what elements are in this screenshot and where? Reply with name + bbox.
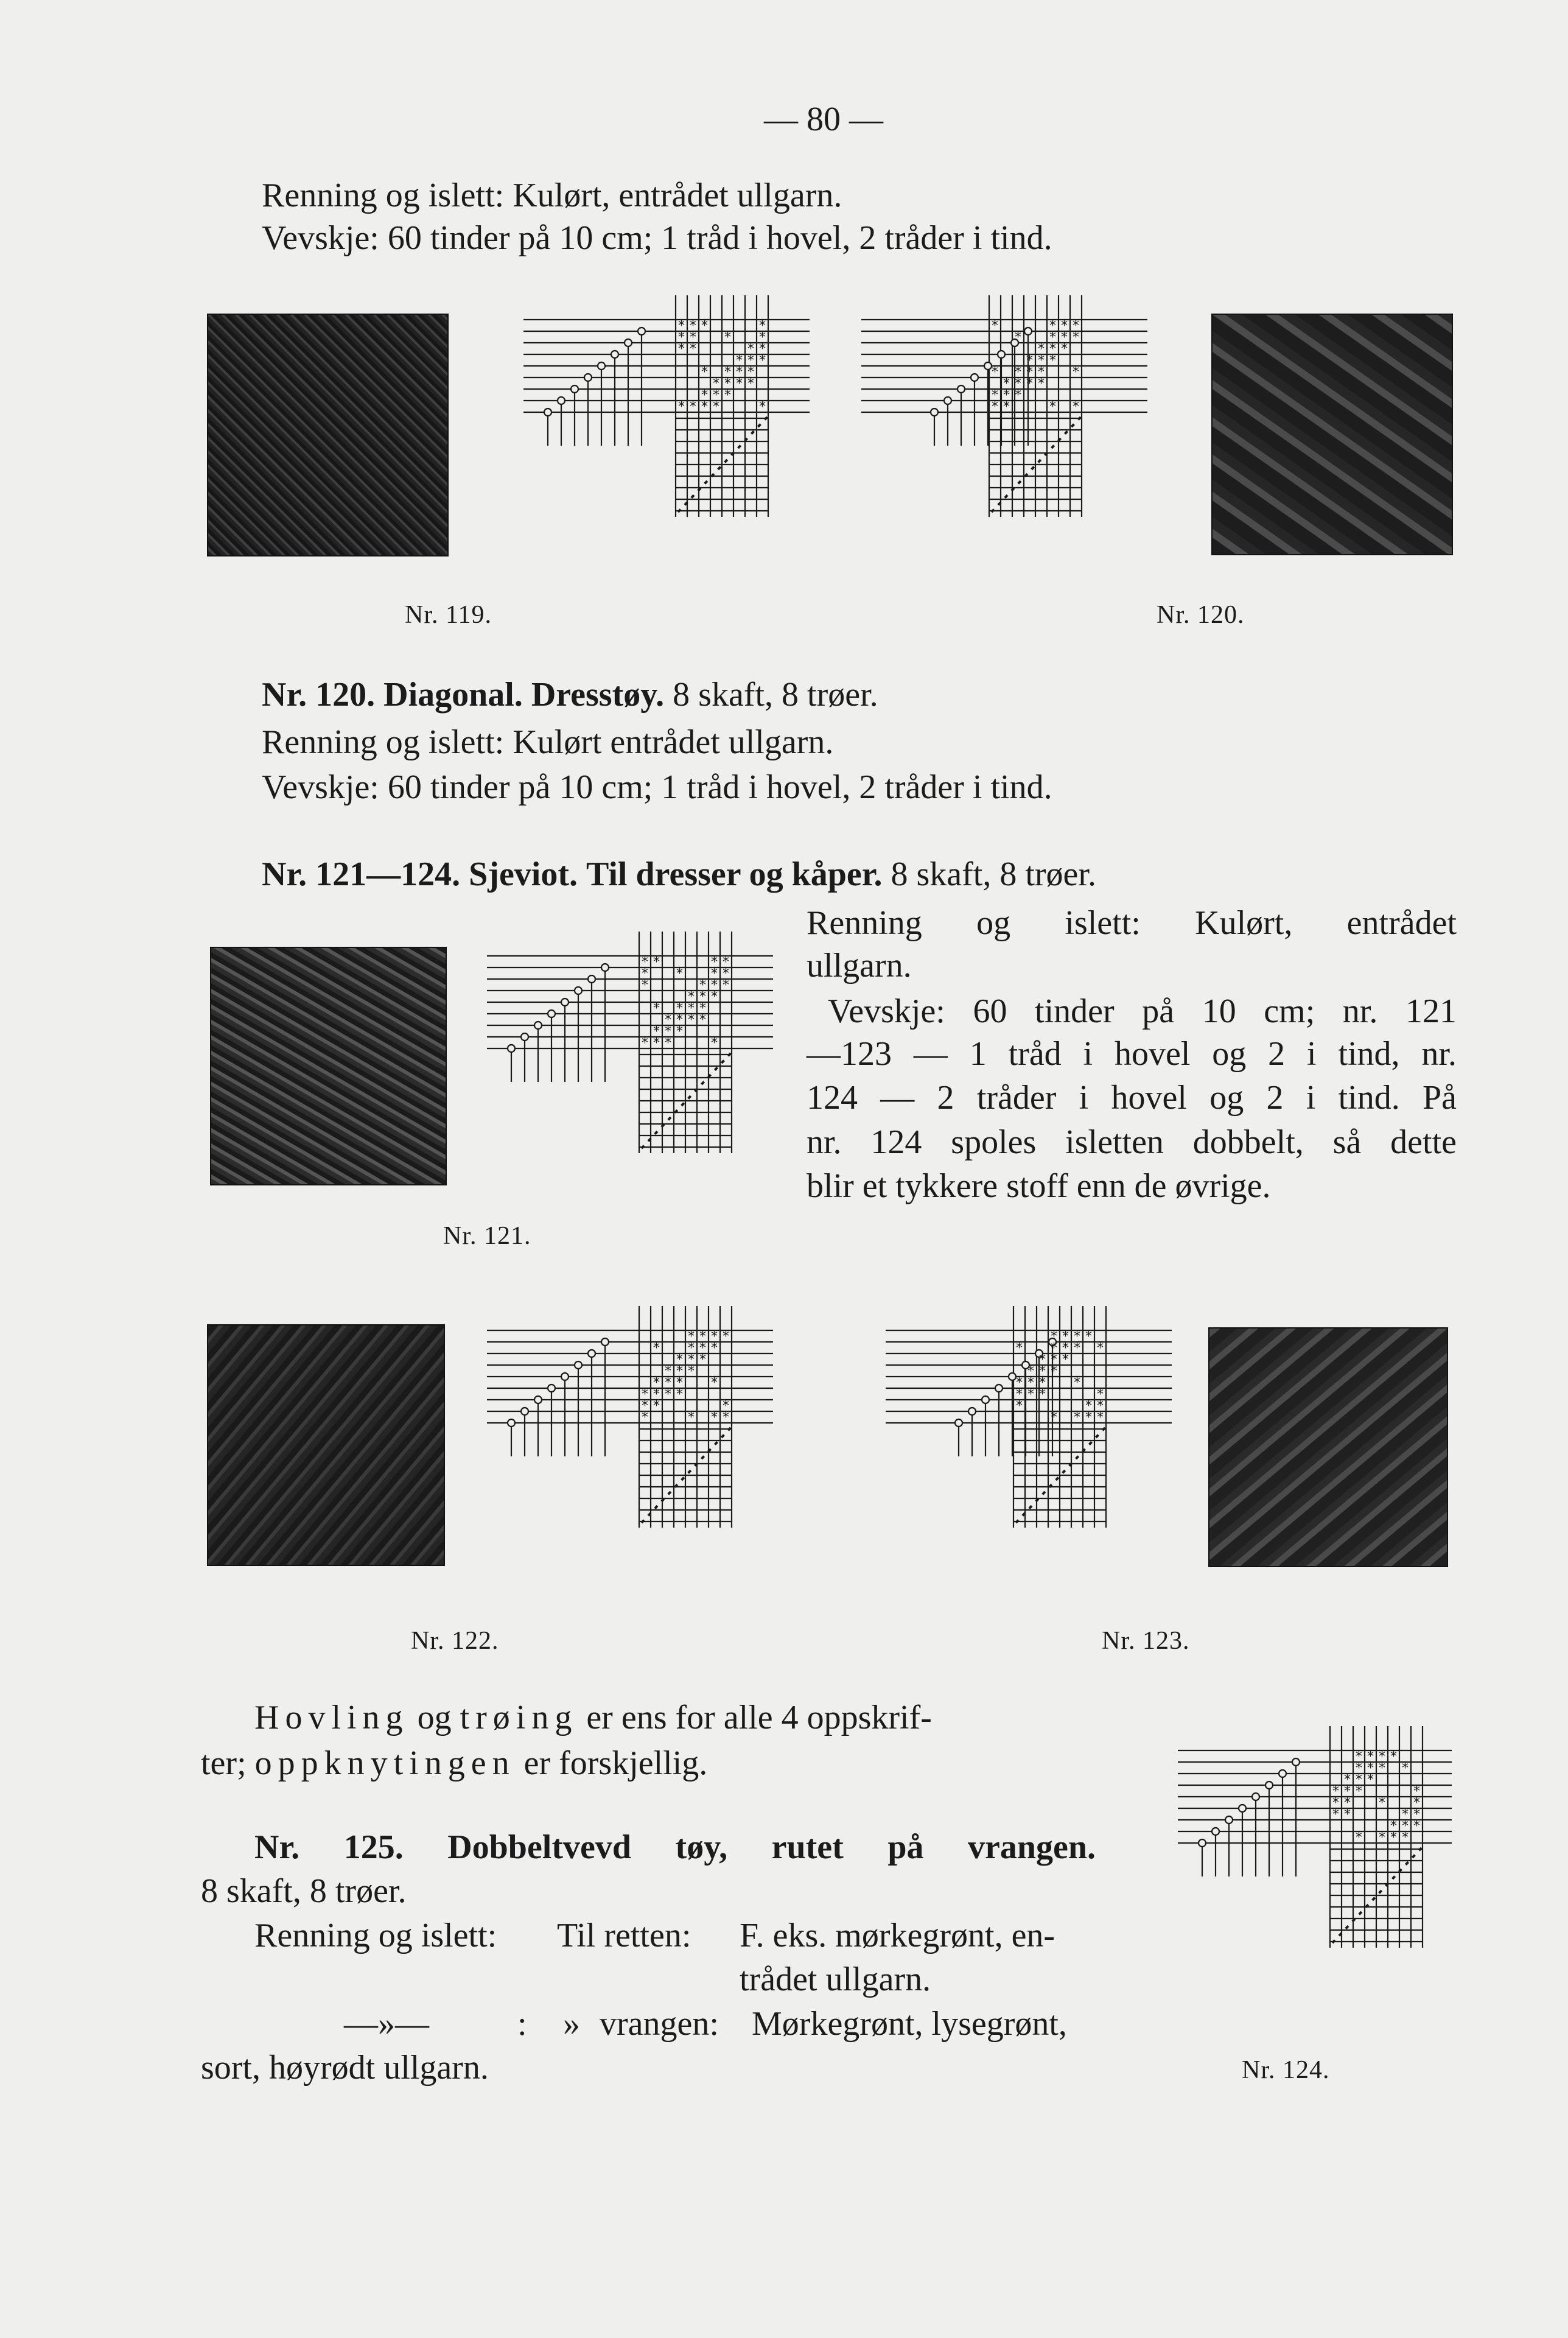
svg-text:*: * (688, 1352, 695, 1367)
svg-text:*: * (992, 388, 998, 403)
svg-text:*: * (1038, 342, 1045, 357)
svg-text:*: * (676, 1024, 683, 1039)
hovling-rest: er ens for alle 4 oppskrif- (586, 1699, 932, 1736)
section-121-name: Sjeviot. (469, 855, 578, 893)
svg-text:*: * (1026, 353, 1033, 368)
svg-text:*: * (1049, 353, 1056, 368)
section-121-para-3: Vevskje: 60 tinder på 10 cm; nr. 121 (828, 992, 1457, 1030)
svg-text:*: * (747, 376, 754, 391)
hovling-forskjellig: er forskjellig. (523, 1744, 708, 1782)
section-125-vrangen-value-1: Mørkegrønt, lysegrønt, (752, 2005, 1067, 2043)
weave-diagram-120 (861, 286, 1178, 597)
svg-text:*: * (1097, 1387, 1104, 1402)
figure-caption-121: Nr. 121. (443, 1222, 531, 1250)
svg-text:*: * (690, 342, 696, 357)
svg-text:*: * (1402, 1830, 1409, 1845)
section-121-para-2: ullgarn. (807, 947, 912, 985)
svg-text:*: * (1038, 376, 1045, 391)
section-120-rest: 8 skaft, 8 trøer. (673, 676, 878, 714)
svg-text:*: * (1038, 353, 1045, 368)
svg-text:*: * (1344, 1807, 1351, 1822)
svg-text:*: * (1085, 1399, 1092, 1414)
section-121-heading (262, 852, 1096, 896)
hovling-og: og (417, 1699, 452, 1736)
svg-text:*: * (724, 388, 731, 403)
svg-text:*: * (723, 1329, 729, 1344)
svg-text:*: * (665, 1375, 671, 1391)
top-line-2: Vevskje: 60 tinder på 10 cm; 1 tråd i hovel, 2 tråder i tind. (262, 219, 1052, 257)
section-125-quote-mark: » (563, 2005, 580, 2043)
svg-text:*: * (676, 1013, 683, 1028)
svg-text:*: * (701, 399, 708, 415)
svg-text:*: * (1061, 318, 1068, 334)
svg-text:*: * (1344, 1772, 1351, 1788)
svg-text:*: * (690, 318, 696, 334)
section-125-title: Dobbeltvevd tøy, rutet på vrangen. (447, 1828, 1096, 1866)
svg-text:*: * (724, 376, 731, 391)
svg-text:*: * (1073, 318, 1079, 334)
svg-text:*: * (688, 1001, 695, 1016)
svg-text:*: * (676, 966, 683, 981)
svg-text:*: * (642, 1410, 648, 1425)
svg-text:*: * (642, 1036, 648, 1051)
fabric-swatch-123 (1208, 1327, 1448, 1567)
svg-text:*: * (678, 330, 685, 345)
svg-text:*: * (653, 1024, 660, 1039)
svg-text:*: * (665, 1013, 671, 1028)
svg-text:*: * (1015, 376, 1021, 391)
svg-text:*: * (1356, 1784, 1362, 1799)
svg-text:*: * (723, 1399, 729, 1414)
svg-text:*: * (759, 342, 766, 357)
svg-text:*: * (1367, 1772, 1374, 1788)
svg-text:*: * (653, 1375, 660, 1391)
figure-caption-120: Nr. 120. (1157, 601, 1245, 629)
svg-text:*: * (711, 966, 718, 981)
svg-text:*: * (1390, 1749, 1397, 1764)
section-121-para-7: blir et tykkere stoff enn de øvrige. (807, 1167, 1271, 1205)
svg-text:*: * (1356, 1830, 1362, 1845)
svg-text:*: * (992, 365, 998, 380)
svg-text:*: * (699, 989, 706, 1005)
svg-text:*: * (1413, 1819, 1420, 1834)
section-125-renning-label: Renning og islett: (254, 1917, 497, 1954)
svg-text:*: * (1051, 1352, 1057, 1367)
figure-caption-123: Nr. 123. (1102, 1627, 1190, 1655)
svg-text:*: * (688, 1329, 695, 1344)
svg-text:*: * (1049, 342, 1056, 357)
svg-text:*: * (1356, 1761, 1362, 1776)
svg-text:*: * (1016, 1341, 1023, 1356)
svg-text:*: * (1379, 1749, 1385, 1764)
svg-text:*: * (713, 376, 719, 391)
svg-text:*: * (688, 1341, 695, 1356)
weave-diagram-122 (457, 1297, 773, 1613)
svg-text:*: * (1074, 1410, 1080, 1425)
svg-text:*: * (690, 399, 696, 415)
section-121-para-1: Renning og islett: Kulørt, entrådet (807, 904, 1457, 942)
fabric-swatch-121 (210, 947, 447, 1185)
top-line-1: Renning og islett: Kulørt, entrådet ullgarn. (262, 177, 842, 214)
svg-text:*: * (1085, 1329, 1092, 1344)
svg-text:*: * (1379, 1761, 1385, 1776)
svg-text:*: * (1051, 1364, 1057, 1379)
svg-text:*: * (676, 1352, 683, 1367)
svg-text:*: * (1015, 388, 1021, 403)
svg-text:*: * (736, 353, 743, 368)
svg-text:*: * (1015, 365, 1021, 380)
svg-text:*: * (992, 318, 998, 334)
svg-text:*: * (1062, 1341, 1069, 1356)
svg-text:*: * (1039, 1375, 1046, 1391)
section-125-number: Nr. 125. (254, 1828, 404, 1866)
svg-text:*: * (1049, 318, 1056, 334)
svg-text:*: * (1390, 1830, 1397, 1845)
svg-text:*: * (724, 365, 731, 380)
svg-text:*: * (747, 353, 754, 368)
weave-diagram-123 (886, 1297, 1202, 1613)
svg-text:*: * (676, 1375, 683, 1391)
svg-text:*: * (1016, 1387, 1023, 1402)
svg-text:*: * (1051, 1341, 1057, 1356)
svg-text:*: * (1061, 330, 1068, 345)
svg-text:*: * (1367, 1749, 1374, 1764)
svg-text:*: * (1413, 1784, 1420, 1799)
fabric-swatch-120 (1211, 314, 1453, 555)
section-125-heading (254, 1825, 1096, 1869)
svg-text:*: * (736, 376, 743, 391)
troing-word: trøing (460, 1699, 578, 1736)
svg-text:*: * (1061, 342, 1068, 357)
section-121-para-6: nr. 124 spoles isletten dobbelt, så dette (807, 1123, 1457, 1161)
svg-text:*: * (1073, 399, 1079, 415)
svg-text:*: * (699, 1352, 706, 1367)
svg-text:*: * (1026, 365, 1033, 380)
svg-text:*: * (1003, 376, 1010, 391)
section-125-line-2: 8 skaft, 8 trøer. (201, 1872, 407, 1910)
svg-text:*: * (1003, 388, 1010, 403)
svg-text:*: * (1026, 376, 1033, 391)
svg-text:*: * (711, 1341, 718, 1356)
svg-text:*: * (653, 1036, 660, 1051)
svg-text:*: * (1051, 1329, 1057, 1344)
hovling-word: Hovling (254, 1699, 409, 1736)
weave-diagram-119 (493, 286, 810, 597)
svg-text:*: * (688, 1013, 695, 1028)
svg-text:*: * (699, 1329, 706, 1344)
svg-text:*: * (736, 365, 743, 380)
svg-text:*: * (1332, 1807, 1339, 1822)
svg-text:*: * (1379, 1830, 1385, 1845)
svg-text:*: * (699, 978, 706, 993)
svg-text:*: * (676, 1364, 683, 1379)
section-121-kind: Til dresser og kåper. (586, 855, 883, 893)
svg-text:*: * (1344, 1784, 1351, 1799)
figure-caption-124: Nr. 124. (1242, 2056, 1330, 2084)
svg-text:*: * (1097, 1399, 1104, 1414)
page-number: — 80 — (764, 100, 883, 138)
svg-text:*: * (711, 1410, 718, 1425)
svg-text:*: * (1038, 365, 1045, 380)
svg-text:*: * (642, 978, 648, 993)
svg-text:*: * (759, 399, 766, 415)
svg-text:*: * (1049, 399, 1056, 415)
svg-text:*: * (713, 388, 719, 403)
section-121-number: Nr. 121—124. (262, 855, 461, 893)
svg-text:*: * (676, 1001, 683, 1016)
svg-text:*: * (701, 318, 708, 334)
svg-text:*: * (653, 1341, 660, 1356)
svg-text:*: * (688, 1364, 695, 1379)
svg-text:*: * (1344, 1796, 1351, 1811)
oppknytingen-word: oppknytingen (254, 1744, 516, 1782)
section-120-heading (262, 673, 878, 717)
svg-text:*: * (1332, 1796, 1339, 1811)
svg-text:*: * (642, 1387, 648, 1402)
svg-text:*: * (759, 353, 766, 368)
section-120-number: Nr. 120. (262, 676, 376, 714)
svg-text:*: * (1379, 1796, 1385, 1811)
section-125-vrangen-label: vrangen: (600, 2005, 719, 2043)
svg-text:*: * (1062, 1329, 1069, 1344)
svg-text:*: * (665, 1036, 671, 1051)
svg-text:*: * (1039, 1387, 1046, 1402)
svg-text:*: * (699, 1001, 706, 1016)
svg-text:*: * (1332, 1784, 1339, 1799)
svg-text:*: * (678, 399, 685, 415)
svg-text:*: * (1356, 1749, 1362, 1764)
svg-text:*: * (1016, 1375, 1023, 1391)
svg-text:*: * (678, 318, 685, 334)
svg-text:*: * (1402, 1819, 1409, 1834)
svg-text:*: * (723, 1410, 729, 1425)
svg-text:*: * (1390, 1819, 1397, 1834)
svg-text:*: * (690, 330, 696, 345)
svg-text:*: * (642, 966, 648, 981)
svg-text:*: * (1097, 1341, 1104, 1356)
section-121-rest: 8 skaft, 8 trøer. (891, 855, 1096, 893)
svg-text:*: * (1015, 330, 1021, 345)
svg-text:*: * (1402, 1807, 1409, 1822)
fabric-swatch-119 (207, 314, 449, 556)
svg-text:*: * (711, 978, 718, 993)
svg-text:*: * (1085, 1410, 1092, 1425)
svg-text:*: * (992, 399, 998, 415)
svg-text:*: * (1062, 1352, 1069, 1367)
svg-text:*: * (1027, 1375, 1034, 1391)
svg-text:*: * (653, 1001, 660, 1016)
svg-text:*: * (1413, 1796, 1420, 1811)
svg-text:*: * (711, 1329, 718, 1344)
svg-text:*: * (747, 365, 754, 380)
svg-text:*: * (711, 989, 718, 1005)
section-125-vrangen-value-2: sort, høyrødt ullgarn. (201, 2049, 489, 2087)
svg-text:*: * (701, 365, 708, 380)
svg-text:*: * (1027, 1364, 1034, 1379)
svg-text:*: * (1027, 1387, 1034, 1402)
svg-text:*: * (713, 399, 719, 415)
svg-text:*: * (688, 1410, 695, 1425)
section-120-kind: Dresstøy. (531, 676, 665, 714)
svg-text:*: * (1074, 1375, 1080, 1391)
svg-text:*: * (1039, 1352, 1046, 1367)
svg-text:*: * (1413, 1807, 1420, 1822)
svg-text:*: * (1074, 1341, 1080, 1356)
svg-text:*: * (665, 1387, 671, 1402)
svg-text:*: * (711, 1375, 718, 1391)
svg-text:*: * (642, 1399, 648, 1414)
svg-text:*: * (1073, 365, 1079, 380)
weave-diagram-124 (1147, 1717, 1452, 2040)
hovling-ter: ter; (201, 1744, 247, 1782)
svg-text:*: * (653, 1399, 660, 1414)
svg-text:*: * (1367, 1761, 1374, 1776)
hovling-line-2 (201, 1741, 707, 1785)
svg-text:*: * (665, 1024, 671, 1039)
svg-text:*: * (699, 1341, 706, 1356)
section-125-retten-value-2: trådet ullgarn. (740, 1961, 931, 1998)
fabric-swatch-122 (207, 1324, 445, 1566)
section-120-line-1: Renning og islett: Kulørt entrådet ullgarn. (262, 723, 834, 761)
svg-text:*: * (724, 330, 731, 345)
section-120-line-2: Vevskje: 60 tinder på 10 cm; 1 tråd i hovel, 2 tråder i tind. (262, 768, 1052, 806)
figure-caption-119: Nr. 119. (405, 601, 492, 629)
section-125-retten-label: Til retten: (557, 1917, 691, 1954)
svg-text:*: * (1051, 1410, 1057, 1425)
svg-text:*: * (1073, 330, 1079, 345)
svg-text:*: * (723, 978, 729, 993)
svg-text:*: * (701, 388, 708, 403)
section-121-para-4: —123 — 1 tråd i hovel og 2 i tind, nr. (807, 1035, 1457, 1073)
figure-caption-122: Nr. 122. (411, 1627, 499, 1655)
svg-text:*: * (759, 318, 766, 334)
svg-text:*: * (1402, 1761, 1409, 1776)
svg-text:*: * (653, 1387, 660, 1402)
svg-text:*: * (1003, 399, 1010, 415)
svg-text:*: * (1049, 330, 1056, 345)
svg-text:*: * (642, 955, 648, 970)
svg-text:*: * (747, 342, 754, 357)
svg-text:*: * (678, 342, 685, 357)
svg-text:*: * (1016, 1399, 1023, 1414)
svg-text:*: * (711, 1036, 718, 1051)
svg-text:*: * (676, 1387, 683, 1402)
section-125-colon: : (517, 2005, 527, 2043)
svg-text:*: * (653, 955, 660, 970)
section-121-para-5: 124 — 2 tråder i hovel og 2 i tind. På (807, 1079, 1457, 1117)
svg-text:*: * (711, 955, 718, 970)
weave-diagram-121 (457, 922, 773, 1221)
hovling-line-1 (254, 1696, 932, 1739)
section-125-ditto-mark: —»— (344, 2005, 429, 2043)
section-125-retten-value-1: F. eks. mørkegrønt, en- (740, 1917, 1055, 1954)
svg-text:*: * (1074, 1329, 1080, 1344)
svg-text:*: * (699, 1013, 706, 1028)
section-120-name: Diagonal. (383, 676, 523, 714)
svg-text:*: * (723, 955, 729, 970)
svg-text:*: * (665, 1364, 671, 1379)
svg-text:*: * (1097, 1410, 1104, 1425)
svg-text:*: * (723, 966, 729, 981)
svg-text:*: * (1356, 1772, 1362, 1788)
svg-text:*: * (1039, 1364, 1046, 1379)
svg-text:*: * (688, 989, 695, 1005)
svg-text:*: * (759, 330, 766, 345)
